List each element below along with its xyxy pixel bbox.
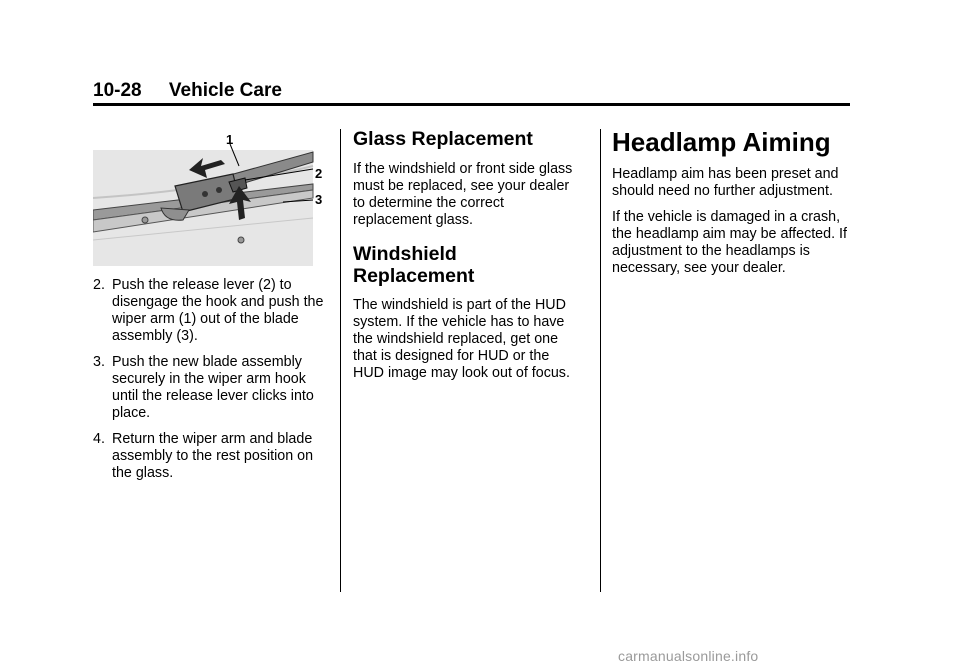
watermark: carmanualsonline.info [618,648,759,664]
headlamp-aiming-heading: Headlamp Aiming [612,127,831,157]
column-1 [93,128,333,491]
windshield-replacement-heading: Windshield Replacement [353,243,475,287]
wiper-blade-figure [93,128,333,268]
list-item [93,354,333,422]
column-divider-right [600,129,601,592]
column-2 [353,128,583,391]
header-rule [93,103,850,106]
headlamp-paragraph-1: Headlamp aim has been preset and should need no further adjustment. [612,166,839,199]
callout-2: 2 [315,166,323,181]
page-header [93,80,282,102]
step-number: 2. [93,277,105,293]
headlamp-paragraph-2: If the vehicle is damaged in a crash, the headlamp aim may be affected. If adjustment to the headlamps is necessary, see your dealer. [612,209,847,276]
windshield-replacement-paragraph: The windshield is part of the HUD system. If the vehicle has to have the windshield replaced, get one that is designed for HUD or the HUD image may look out of focus. [353,297,570,381]
step-text: Push the new blade assembly securely in the wiper arm hook until the release lever clicks into place. [112,354,314,421]
glass-replacement-heading: Glass Replacement [353,128,533,150]
column-divider-left [340,129,341,592]
step-number: 3. [93,354,105,370]
wiper-illustration [93,128,333,268]
list-item [93,431,333,482]
step-list [93,277,333,482]
step-text: Push the release lever (2) to disengage the hook and push the wiper arm (1) out of the blade assembly (3). [112,277,324,344]
rivet-shape [216,187,222,193]
screw-shape [142,217,148,223]
column-3 [612,128,852,286]
section-title: Vehicle Care [168,80,282,101]
rivet-shape [202,191,208,197]
glass-replacement-paragraph: If the windshield or front side glass must be replaced, see your dealer to determine the correct replacement glass. [353,161,573,228]
callout-1: 1 [226,132,234,147]
list-item [93,277,333,345]
step-number: 4. [93,431,105,447]
step-text: Return the wiper arm and blade assembly to the rest position on the glass. [112,431,314,481]
screw-shape [238,237,244,243]
page-number: 10-28 [93,80,142,101]
callout-3: 3 [315,192,323,207]
